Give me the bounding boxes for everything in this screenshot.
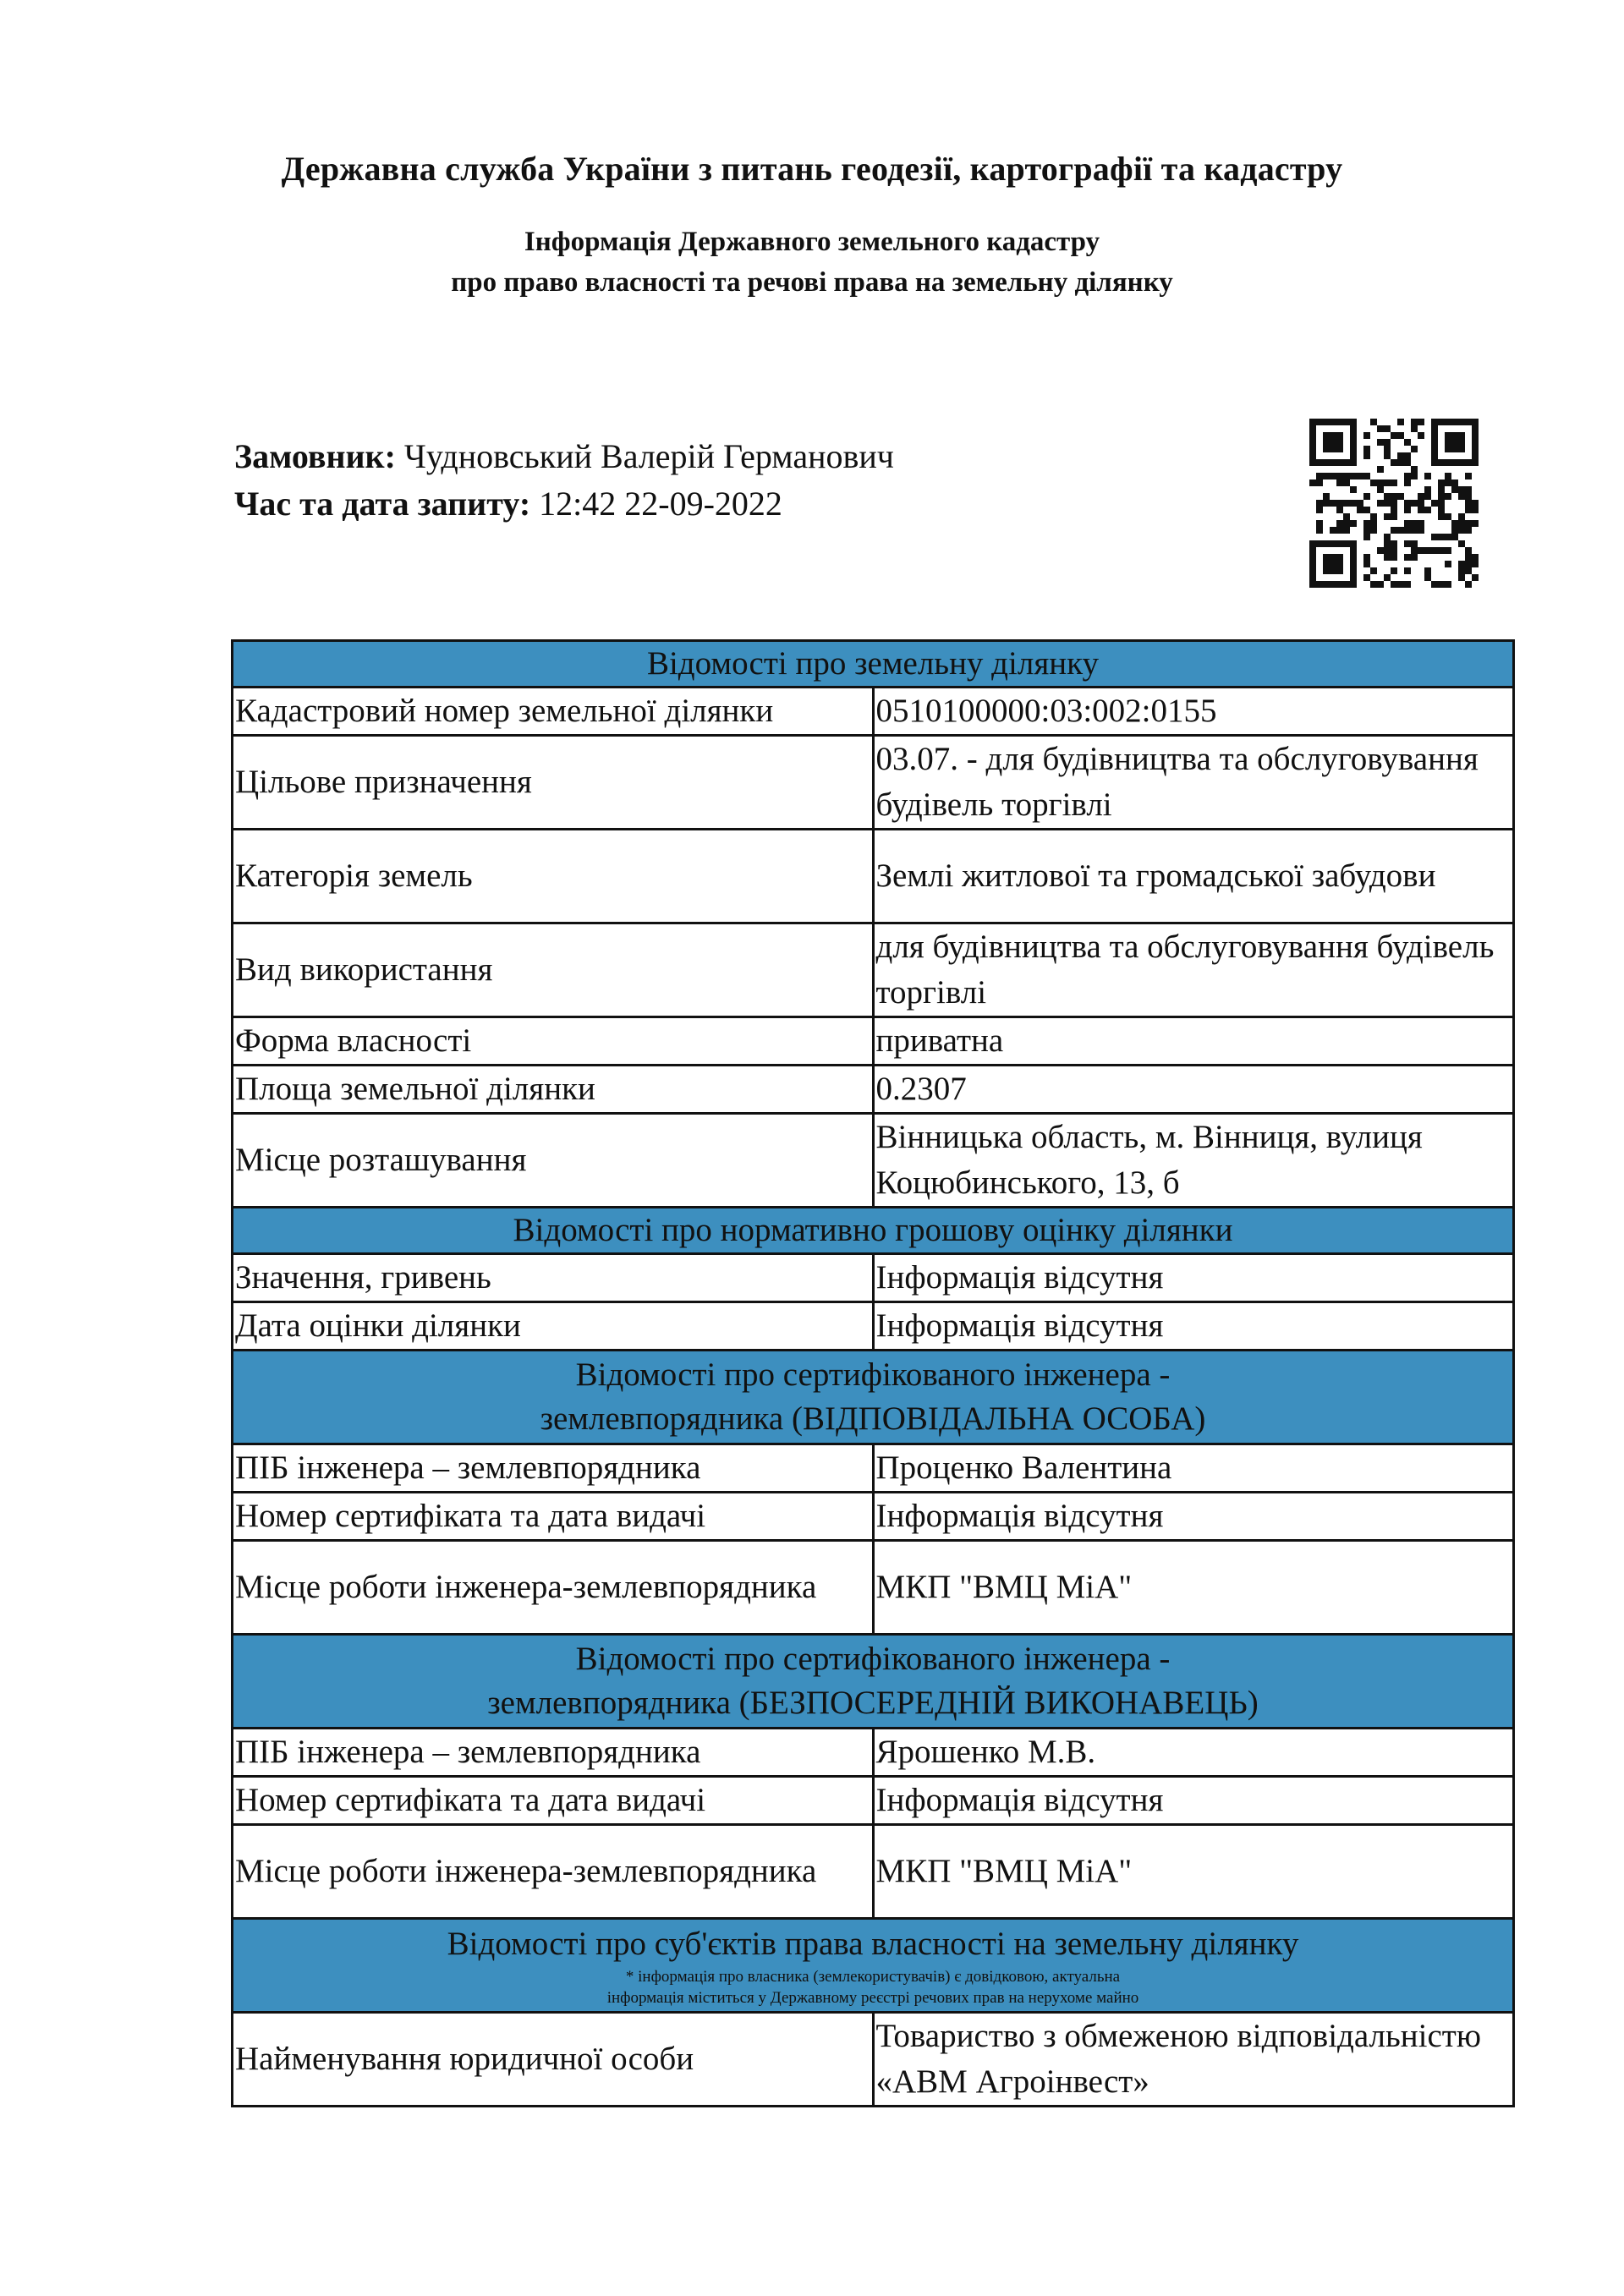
- row-value: Інформація відсутня: [873, 1777, 1514, 1825]
- row-value: 03.07. - для будівництва та обслуговування будівель торгівлі: [873, 736, 1514, 830]
- row-label: Номер сертифіката та дата видачі: [233, 1493, 874, 1541]
- section-title: Відомості про суб'єктів права власності на земельну ділянку: [447, 1926, 1299, 1962]
- section-title-owners: [233, 1919, 1514, 2013]
- row-label: Площа земельної ділянки: [233, 1066, 874, 1114]
- table-row: [233, 1114, 1514, 1208]
- row-label: Місце роботи інженера-землевпорядника: [233, 1825, 874, 1919]
- row-label: Дата оцінки ділянки: [233, 1302, 874, 1351]
- page-title: Державна служба України з питань геодезії, картографії та кадастру: [281, 150, 1343, 188]
- row-value: Вінницька область, м. Вінниця, вулиця Коцюбинського, 13, б: [873, 1114, 1514, 1208]
- customer-label: Замовник:: [234, 437, 396, 475]
- row-value: приватна: [873, 1017, 1514, 1066]
- table-row: [233, 1017, 1514, 1066]
- row-value: Інформація відсутня: [873, 1493, 1514, 1541]
- row-label: ПІБ інженера – землевпорядника: [233, 1729, 874, 1777]
- row-value: 0510100000:03:002:0155: [873, 688, 1514, 736]
- request-time-label: Час та дата запиту:: [234, 485, 531, 523]
- request-time-line: [234, 484, 782, 523]
- table-row: [233, 1493, 1514, 1541]
- section-title-valuation: Відомості про нормативно грошову оцінку ділянки: [233, 1208, 1514, 1254]
- row-value: Землі житлової та громадської забудови: [873, 830, 1514, 923]
- document-subtitle-line2: про право власності та речові права на земельну ділянку: [451, 267, 1173, 298]
- table-row: [233, 1302, 1514, 1351]
- document-subtitle-line1: Інформація Державного земельного кадастру: [524, 227, 1100, 257]
- land-info-table: [231, 639, 1515, 2107]
- row-label: Найменування юридичної особи: [233, 2013, 874, 2107]
- section-header-owners: [233, 1919, 1514, 2013]
- section-header-valuation: [233, 1208, 1514, 1254]
- row-label: Форма власності: [233, 1017, 874, 1066]
- section-title-land: Відомості про земельну ділянку: [233, 641, 1514, 688]
- qr-code-icon: [1309, 419, 1479, 588]
- row-value: 0.2307: [873, 1066, 1514, 1114]
- owners-note-line2: інформація міститься у Державному реєстрі речових прав на нерухоме майно: [606, 1989, 1139, 2007]
- table-row: [233, 830, 1514, 923]
- table-row: [233, 1825, 1514, 1919]
- table-row: [233, 1444, 1514, 1493]
- section-title-engineer-responsible: [233, 1351, 1514, 1444]
- table-row: [233, 736, 1514, 830]
- table-row: [233, 1066, 1514, 1114]
- row-value: Товариство з обмеженою відповідальністю «АВМ Агроінвест»: [873, 2013, 1514, 2107]
- row-value: Інформація відсутня: [873, 1302, 1514, 1351]
- section-header-land: [233, 641, 1514, 688]
- section-title-engineer-executor: [233, 1635, 1514, 1729]
- table-row: [233, 1777, 1514, 1825]
- row-label: Вид використання: [233, 923, 874, 1017]
- row-value: Інформація відсутня: [873, 1254, 1514, 1302]
- row-value: для будівництва та обслуговування будівель торгівлі: [873, 923, 1514, 1017]
- table-row: [233, 688, 1514, 736]
- table-row: [233, 1254, 1514, 1302]
- section-header-engineer-responsible: [233, 1351, 1514, 1444]
- table-row: [233, 1541, 1514, 1635]
- row-label: Цільове призначення: [233, 736, 874, 830]
- row-label: Місце роботи інженера-землевпорядника: [233, 1541, 874, 1635]
- section-title-line1: Відомості про сертифікованого інженера -: [575, 1641, 1171, 1677]
- row-value: МКП "ВМЦ МіА": [873, 1825, 1514, 1919]
- section-title-line2: землевпорядника (БЕЗПОСЕРЕДНІЙ ВИКОНАВЕЦЬ): [487, 1685, 1259, 1721]
- section-title-line1: Відомості про сертифікованого інженера -: [575, 1356, 1171, 1393]
- customer-line: [234, 436, 894, 476]
- section-title-line2: землевпорядника (ВІДПОВІДАЛЬНА ОСОБА): [540, 1400, 1206, 1437]
- row-label: Значення, гривень: [233, 1254, 874, 1302]
- customer-value: Чудновський Валерій Германович: [403, 437, 894, 475]
- table-row: [233, 2013, 1514, 2107]
- row-label: Категорія земель: [233, 830, 874, 923]
- owners-note-line1: * інформація про власника (землекористувачів) є довідковою, актуальна: [625, 1968, 1121, 1986]
- row-label: Номер сертифіката та дата видачі: [233, 1777, 874, 1825]
- row-value: МКП "ВМЦ МіА": [873, 1541, 1514, 1635]
- table-row: [233, 1729, 1514, 1777]
- row-label: ПІБ інженера – землевпорядника: [233, 1444, 874, 1493]
- row-label: Кадастровий номер земельної ділянки: [233, 688, 874, 736]
- request-time-value: 12:42 22-09-2022: [539, 485, 782, 523]
- row-value: Ярошенко М.В.: [873, 1729, 1514, 1777]
- table-row: [233, 923, 1514, 1017]
- row-value: Проценко Валентина: [873, 1444, 1514, 1493]
- section-header-engineer-executor: [233, 1635, 1514, 1729]
- row-label: Місце розташування: [233, 1114, 874, 1208]
